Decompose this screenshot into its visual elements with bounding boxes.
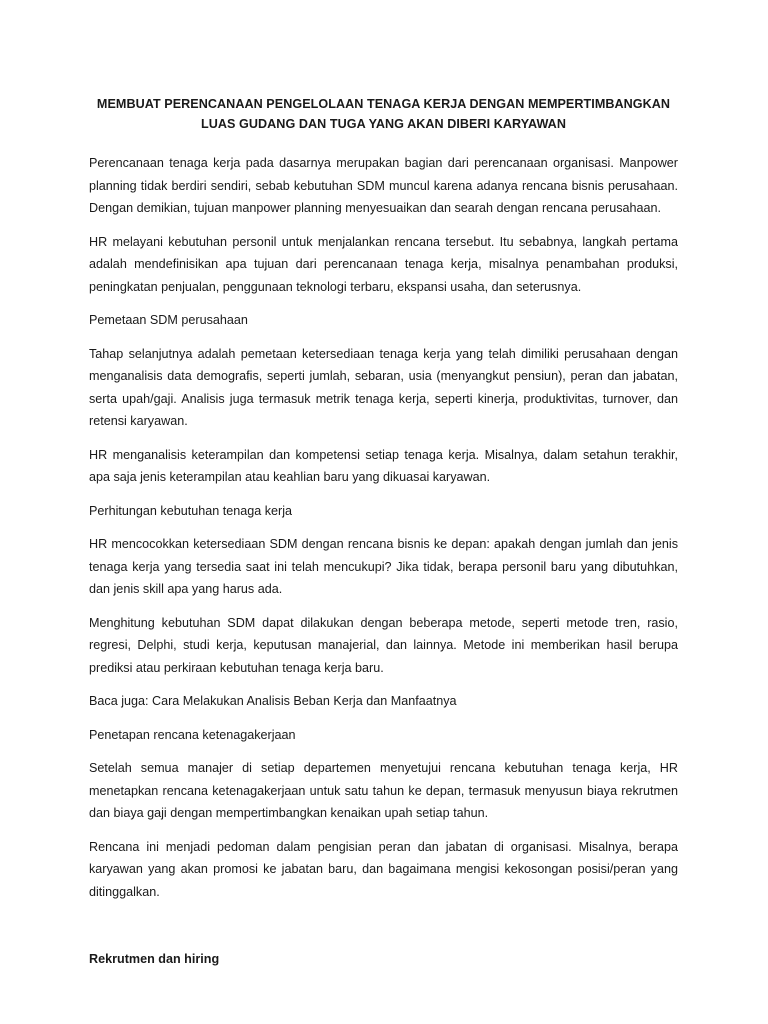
paragraph: Setelah semua manajer di setiap departemen menyetujui rencana kebutuhan tenaga kerja, HR menetapkan rencana ketenagakerjaan untuk satu tahun ke depan, termasuk menyusun biaya rekrutmen dan biaya gaji dengan mempertimbangkan kenaikan upah setiap tahun.: [89, 761, 678, 820]
read-also-line: Baca juga: Cara Melakukan Analisis Beban Kerja dan Manfaatnya: [89, 694, 457, 708]
subheading-perhitungan-kebutuhan: Perhitungan kebutuhan tenaga kerja: [89, 503, 293, 518]
paragraph: Menghitung kebutuhan SDM dapat dilakukan dengan beberapa metode, seperti metode tren, rasio, regresi, Delphi, studi kerja, keputusan manajerial, dan lainnya. Metode ini memberikan hasil berupa prediksi atau perkiraan kebutuhan tenaga kerja baru.: [89, 615, 678, 675]
subheading-penetapan-rencana: Penetapan rencana ketenagakerjaan: [89, 727, 296, 742]
paragraph: HR melayani kebutuhan personil untuk menjalankan rencana tersebut. Itu sebabnya, langkah pertama adalah mendefinisikan apa tujuan dari perencanaan tenaga kerja, misalnya penambahan produksi, peningkatan penjualan, penggunaan teknologi terbaru, ekspansi usaha, dan seterusnya.: [89, 234, 678, 294]
subheading-pemetaan-sdm: Pemetaan SDM perusahaan: [89, 313, 248, 327]
paragraph: Rencana ini menjadi pedoman dalam pengisian peran dan jabatan di organisasi. Misalnya, berapa karyawan yang akan promosi ke jabatan baru, dan bagaimana mengisi kekosongan posisi/peran yang ditinggalkan.: [89, 839, 678, 899]
document-content: [89, 94, 678, 971]
paragraph: HR menganalisis keterampilan dan kompetensi setiap tenaga kerja. Misalnya, dalam setahun terakhir, apa saja jenis keterampilan atau keahlian baru yang dikuasai karyawan.: [89, 447, 678, 484]
paragraph: Tahap selanjutnya adalah pemetaan ketersediaan tenaga kerja yang telah dimiliki perusahaan dengan menganalisis data demografis, seperti jumlah, sebaran, usia (menyangkut pensiun), peran dan jabatan, serta upah/gaji. Analisis juga termasuk metrik tenaga kerja, seperti kinerja, produktivitas, turnover, dan retensi karyawan.: [89, 346, 678, 428]
paragraph: Perencanaan tenaga kerja pada dasarnya merupakan bagian dari perencanaan organisasi. Manpower planning tidak berdiri sendiri, sebab kebutuhan SDM muncul karena adanya rencana bisnis perusahaan. Dengan demikian, tujuan manpower planning menyesuaikan dan searah dengan rencana perusahaan.: [89, 156, 678, 215]
document-title: MEMBUAT PERENCANAAN PENGELOLAAN TENAGA KERJA DENGAN MEMPERTIMBANGKAN LUAS GUDANG DAN TUGA YANG AKAN DIBERI KARYAWAN: [96, 97, 671, 131]
section-heading-rekrutmen: Rekrutmen dan hiring: [89, 952, 220, 966]
paragraph: HR mencocokkan ketersediaan SDM dengan rencana bisnis ke depan: apakah dengan jumlah dan jenis tenaga kerja yang tersedia saat ini telah mencukupi? Jika tidak, berapa personil baru yang dibutuhkan, dan jenis skill apa yang harus ada.: [89, 537, 678, 596]
